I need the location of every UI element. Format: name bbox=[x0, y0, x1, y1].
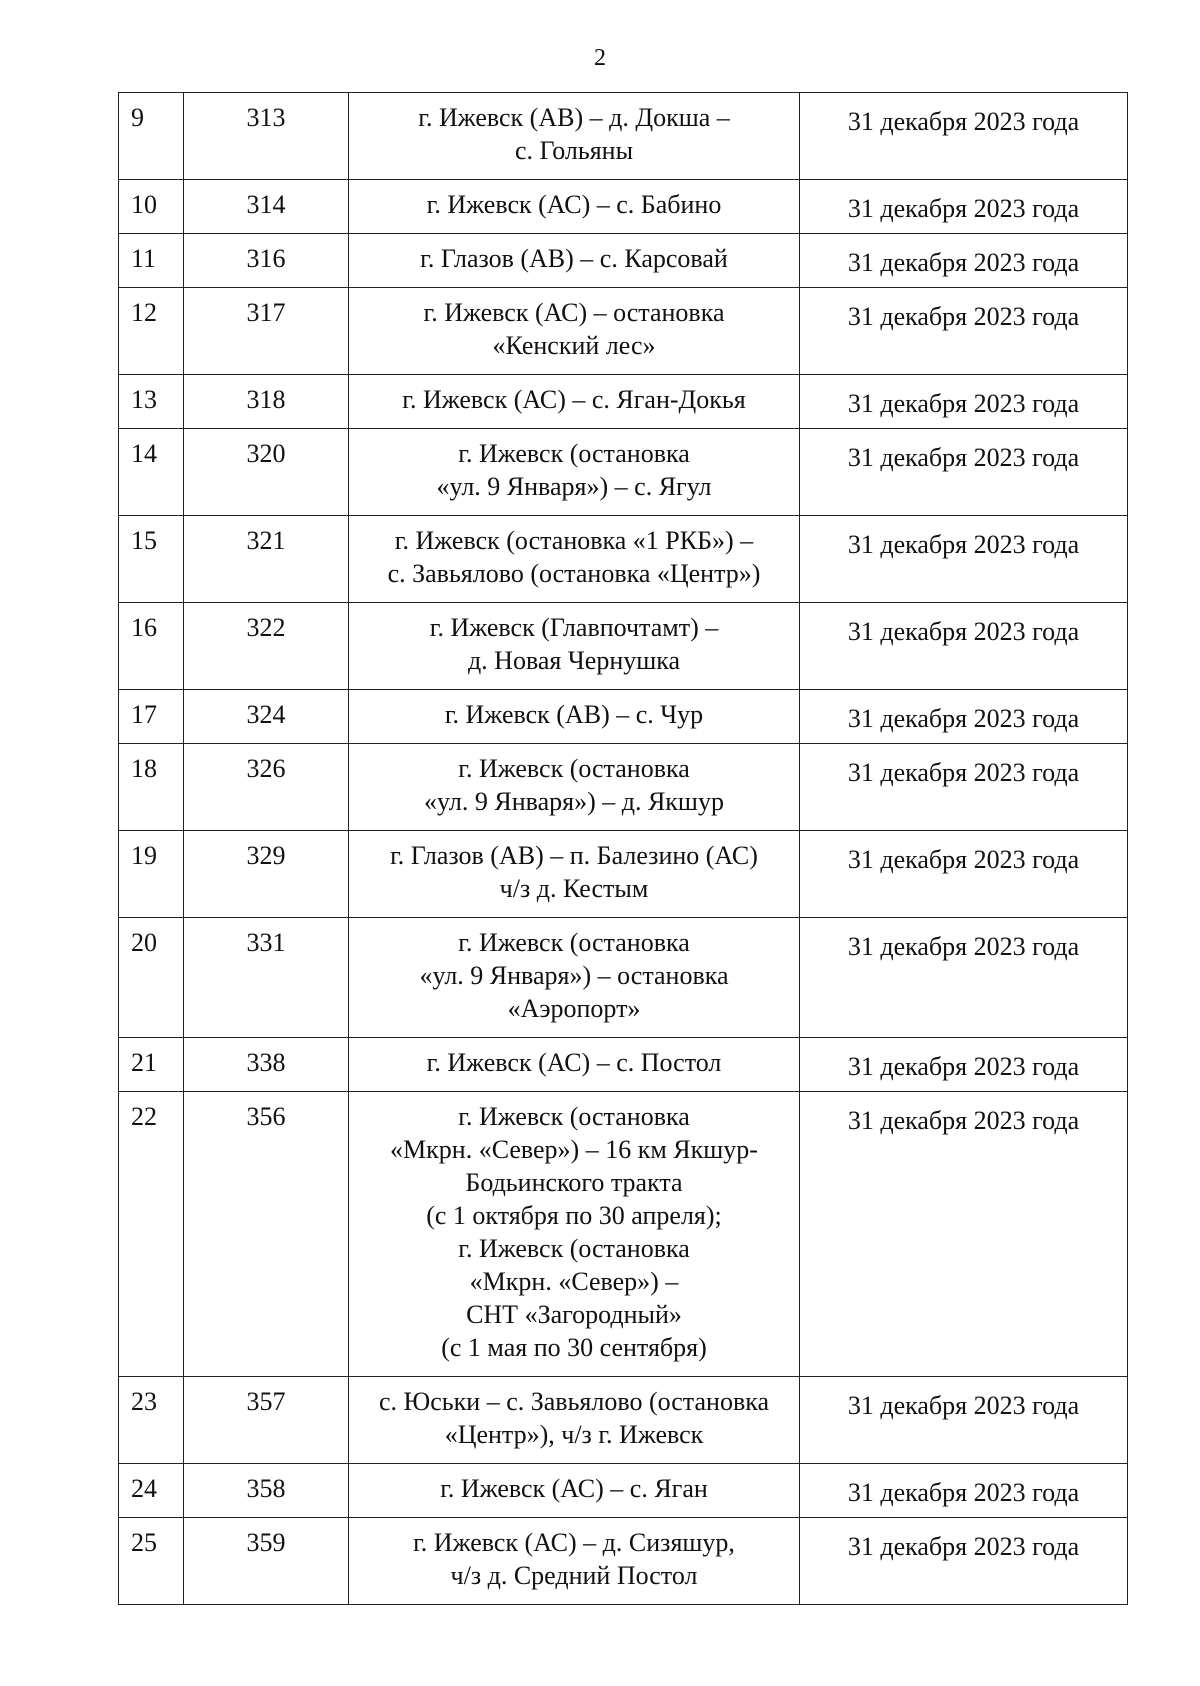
route-path-line: г. Ижевск (АВ) – д. Докша – bbox=[418, 103, 730, 132]
route-path-cell bbox=[349, 93, 800, 180]
route-number-cell: 324 bbox=[184, 690, 349, 744]
route-path-line: ч/з д. Средний Постол bbox=[450, 1561, 698, 1590]
route-path-cell bbox=[349, 288, 800, 375]
validity-date-cell: 31 декабря 2023 года bbox=[800, 1038, 1128, 1092]
table-row bbox=[119, 744, 1128, 831]
row-number-cell: 10 bbox=[119, 180, 184, 234]
route-number-cell: 320 bbox=[184, 429, 349, 516]
validity-date-cell: 31 декабря 2023 года bbox=[800, 1464, 1128, 1518]
table-row bbox=[119, 516, 1128, 603]
table-row bbox=[119, 603, 1128, 690]
route-path-cell bbox=[349, 918, 800, 1038]
route-number-cell: 322 bbox=[184, 603, 349, 690]
row-number-cell: 21 bbox=[119, 1038, 184, 1092]
route-path-line: «Центр»), ч/з г. Ижевск bbox=[444, 1420, 704, 1449]
row-number-cell: 15 bbox=[119, 516, 184, 603]
table-row bbox=[119, 831, 1128, 918]
table-row bbox=[119, 180, 1128, 234]
route-number-cell: 326 bbox=[184, 744, 349, 831]
route-path-cell bbox=[349, 744, 800, 831]
route-path-line: «ул. 9 Января») – остановка bbox=[419, 961, 729, 990]
route-path-line: г. Ижевск (остановка bbox=[458, 928, 690, 957]
route-number-cell: 358 bbox=[184, 1464, 349, 1518]
validity-date-cell: 31 декабря 2023 года bbox=[800, 429, 1128, 516]
route-path-line: г. Ижевск (АС) – д. Сизяшур, bbox=[413, 1528, 735, 1557]
route-number-cell: 314 bbox=[184, 180, 349, 234]
validity-date-cell: 31 декабря 2023 года bbox=[800, 918, 1128, 1038]
route-path-cell bbox=[349, 690, 800, 744]
validity-date-cell: 31 декабря 2023 года bbox=[800, 180, 1128, 234]
row-number-cell: 23 bbox=[119, 1377, 184, 1464]
route-path-line: г. Ижевск (АВ) – с. Чур bbox=[444, 700, 704, 729]
route-path-line: «Мкрн. «Север») – 16 км Якшур- bbox=[390, 1135, 758, 1164]
validity-date-cell: 31 декабря 2023 года bbox=[800, 375, 1128, 429]
row-number-cell: 18 bbox=[119, 744, 184, 831]
table-row bbox=[119, 375, 1128, 429]
route-number-cell: 331 bbox=[184, 918, 349, 1038]
route-path-cell bbox=[349, 234, 800, 288]
route-path-line: «Аэропорт» bbox=[507, 994, 641, 1023]
route-path-line: г. Ижевск (остановка bbox=[458, 439, 690, 468]
route-path-line: г. Глазов (АВ) – п. Балезино (АС) bbox=[390, 841, 758, 870]
route-path-line: «ул. 9 Января») – с. Ягул bbox=[436, 472, 712, 501]
route-path-line: г. Ижевск (остановка bbox=[458, 1234, 690, 1263]
validity-date-cell: 31 декабря 2023 года bbox=[800, 1377, 1128, 1464]
routes-table-body bbox=[119, 93, 1128, 1605]
row-number-cell: 17 bbox=[119, 690, 184, 744]
route-path-line: ч/з д. Кестым bbox=[499, 874, 649, 903]
row-number-cell: 19 bbox=[119, 831, 184, 918]
row-number-cell: 14 bbox=[119, 429, 184, 516]
route-path-line: г. Ижевск (АС) – остановка bbox=[423, 298, 725, 327]
validity-date-cell: 31 декабря 2023 года bbox=[800, 744, 1128, 831]
row-number-cell: 11 bbox=[119, 234, 184, 288]
route-path-cell bbox=[349, 1464, 800, 1518]
route-path-line: г. Ижевск (АС) – с. Бабино bbox=[426, 190, 722, 219]
route-number-cell: 356 bbox=[184, 1092, 349, 1377]
route-path-cell bbox=[349, 1377, 800, 1464]
table-row bbox=[119, 1092, 1128, 1377]
row-number-cell: 9 bbox=[119, 93, 184, 180]
route-path-line: с. Юськи – с. Завьялово (остановка bbox=[378, 1387, 769, 1416]
route-path-cell bbox=[349, 1038, 800, 1092]
route-path-line: Бодьинского тракта bbox=[465, 1168, 683, 1197]
route-path-line: СНТ «Загородный» bbox=[466, 1300, 682, 1329]
route-number-cell: 313 bbox=[184, 93, 349, 180]
route-path-cell bbox=[349, 429, 800, 516]
route-path-line: г. Глазов (АВ) – с. Карсовай bbox=[420, 244, 728, 273]
row-number-cell: 24 bbox=[119, 1464, 184, 1518]
route-number-cell: 316 bbox=[184, 234, 349, 288]
table-row bbox=[119, 234, 1128, 288]
route-path-cell bbox=[349, 1518, 800, 1605]
table-row bbox=[119, 1464, 1128, 1518]
route-number-cell: 338 bbox=[184, 1038, 349, 1092]
row-number-cell: 25 bbox=[119, 1518, 184, 1605]
route-number-cell: 357 bbox=[184, 1377, 349, 1464]
table-row bbox=[119, 690, 1128, 744]
route-path-line: г. Ижевск (остановка bbox=[458, 754, 690, 783]
route-path-line: д. Новая Чернушка bbox=[467, 646, 681, 675]
table-row bbox=[119, 429, 1128, 516]
route-path-line: г. Ижевск (АС) – с. Яган-Докья bbox=[402, 385, 746, 414]
route-path-line: г. Ижевск (остановка bbox=[458, 1102, 690, 1131]
route-path-line: с. Завьялово (остановка «Центр») bbox=[387, 559, 761, 588]
route-path-line: г. Ижевск (Главпочтамт) – bbox=[429, 613, 719, 642]
validity-date-cell: 31 декабря 2023 года bbox=[800, 603, 1128, 690]
row-number-cell: 22 bbox=[119, 1092, 184, 1377]
route-path-line: (с 1 мая по 30 сентября) bbox=[441, 1333, 707, 1362]
table-row bbox=[119, 1518, 1128, 1605]
route-path-line: «Мкрн. «Север») – bbox=[469, 1267, 679, 1296]
route-path-cell bbox=[349, 1092, 800, 1377]
table-row bbox=[119, 93, 1128, 180]
table-row bbox=[119, 918, 1128, 1038]
table-row bbox=[119, 1377, 1128, 1464]
validity-date-cell: 31 декабря 2023 года bbox=[800, 288, 1128, 375]
route-path-line: г. Ижевск (АС) – с. Постол bbox=[426, 1048, 722, 1077]
validity-date-cell: 31 декабря 2023 года bbox=[800, 1518, 1128, 1605]
row-number-cell: 12 bbox=[119, 288, 184, 375]
route-path-line: г. Ижевск (остановка «1 РКБ») – bbox=[394, 526, 754, 555]
route-number-cell: 317 bbox=[184, 288, 349, 375]
table-row bbox=[119, 288, 1128, 375]
route-path-line: (с 1 октября по 30 апреля); bbox=[426, 1201, 722, 1230]
routes-table bbox=[118, 92, 1128, 1605]
route-path-cell bbox=[349, 375, 800, 429]
validity-date-cell: 31 декабря 2023 года bbox=[800, 93, 1128, 180]
route-number-cell: 329 bbox=[184, 831, 349, 918]
validity-date-cell: 31 декабря 2023 года bbox=[800, 690, 1128, 744]
validity-date-cell: 31 декабря 2023 года bbox=[800, 234, 1128, 288]
route-number-cell: 321 bbox=[184, 516, 349, 603]
validity-date-cell: 31 декабря 2023 года bbox=[800, 1092, 1128, 1377]
table-row bbox=[119, 1038, 1128, 1092]
validity-date-cell: 31 декабря 2023 года bbox=[800, 831, 1128, 918]
route-path-cell bbox=[349, 516, 800, 603]
row-number-cell: 16 bbox=[119, 603, 184, 690]
row-number-cell: 20 bbox=[119, 918, 184, 1038]
route-path-line: «Кенский лес» bbox=[492, 331, 656, 360]
row-number-cell: 13 bbox=[119, 375, 184, 429]
route-number-cell: 318 bbox=[184, 375, 349, 429]
route-path-line: с. Гольяны bbox=[514, 136, 634, 165]
route-path-cell bbox=[349, 831, 800, 918]
route-number-cell: 359 bbox=[184, 1518, 349, 1605]
validity-date-cell: 31 декабря 2023 года bbox=[800, 516, 1128, 603]
route-path-cell bbox=[349, 180, 800, 234]
route-path-line: «ул. 9 Января») – д. Якшур bbox=[424, 787, 724, 816]
route-path-line: г. Ижевск (АС) – с. Яган bbox=[440, 1474, 708, 1503]
page-number: 2 bbox=[594, 45, 606, 71]
route-path-cell bbox=[349, 603, 800, 690]
